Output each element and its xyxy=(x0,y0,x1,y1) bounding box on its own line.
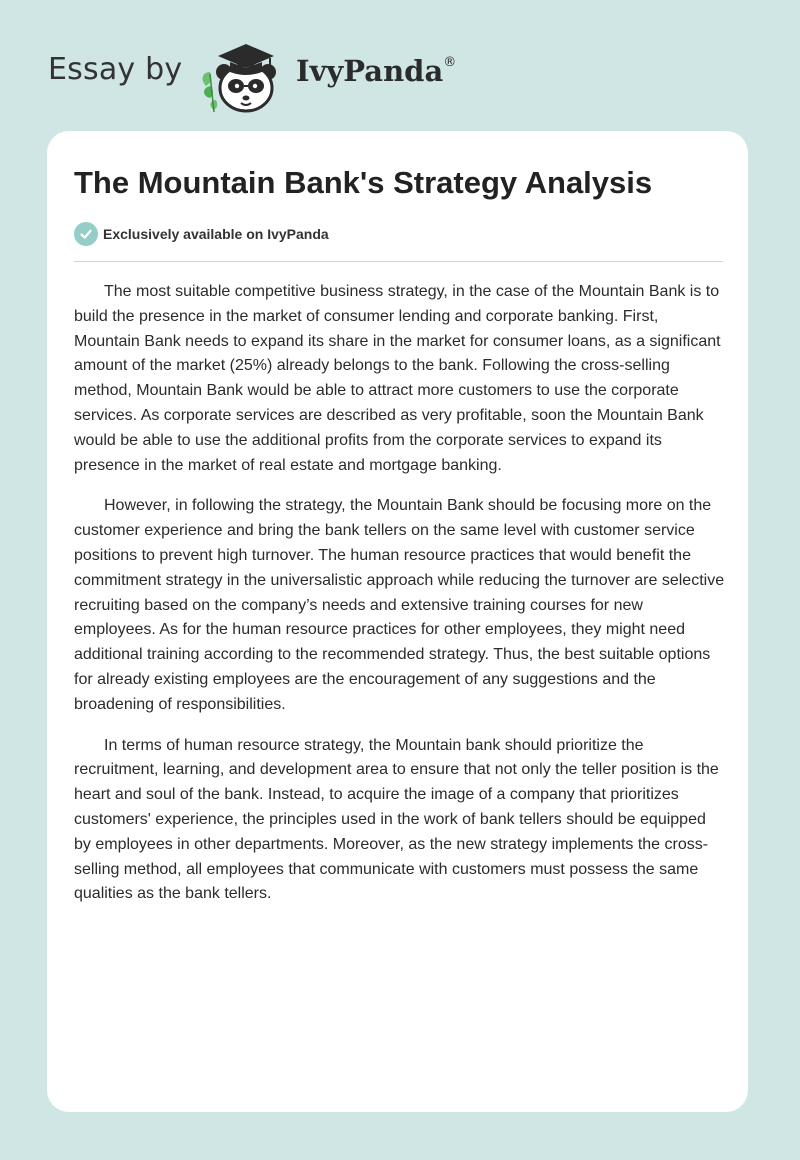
exclusive-badge-label: Exclusively available on IvyPanda xyxy=(103,226,329,242)
page-title: The Mountain Bank's Strategy Analysis xyxy=(74,165,653,200)
essay-by-label: Essay by xyxy=(48,52,183,87)
check-icon xyxy=(74,222,98,246)
brand-label: IvyPanda xyxy=(296,54,444,88)
site-header xyxy=(48,34,508,114)
ivy-leaf-icon xyxy=(203,72,218,112)
paragraph: The most suitable competitive business strategy, in the case of the Mountain Bank is to build the presence in the market of consumer lending and corporate banking. First, Mountain Bank needs to expand its share in the market for consumer loans, as a significant amount of the market (25%) already belongs to the bank. Following the cross-selling method, Mountain Bank would be able to attract more customers to use the corporate services. As corporate services are described as very profitable, soon the Mountain Bank would be able to use the additional profits from the corporate services to expand its presence in the market of real estate and mortgage banking. xyxy=(74,283,721,474)
divider xyxy=(74,261,723,262)
brand-name[interactable] xyxy=(296,54,456,88)
exclusive-badge xyxy=(74,222,329,246)
essay-body xyxy=(74,280,726,923)
registered-mark: ® xyxy=(443,55,457,71)
panda-logo-icon[interactable] xyxy=(198,34,294,114)
paragraph: In terms of human resource strategy, the Mountain bank should prioritize the recruitment, learning, and development area to ensure that not only the teller position is the heart and soul of the bank. Instead, to acquire the image of a company that prioritizes customers' experience, the principles used in the work of bank tellers should be equipped by employees in other departments. Moreover, as the new strategy implements the cross-selling method, all employees that communicate with customers must possess the same qualities as the bank tellers. xyxy=(74,736,719,903)
essay-card xyxy=(47,131,748,1112)
paragraph: However, in following the strategy, the Mountain Bank should be focusing more on the customer experience and bring the bank tellers on the same level with customer service positions to prevent high turnover. The human resource practices that would benefit the commitment strategy in the universalistic approach while reducing the turnover are selective recruiting based on the company’s needs and extensive training courses for new employees. As for the human resource practices for other employees, they might need additional training according to the recommended strategy. Thus, the best suitable options for already existing employees are the encouragement of any suggestions and the broadening of responsibilities. xyxy=(74,497,725,713)
